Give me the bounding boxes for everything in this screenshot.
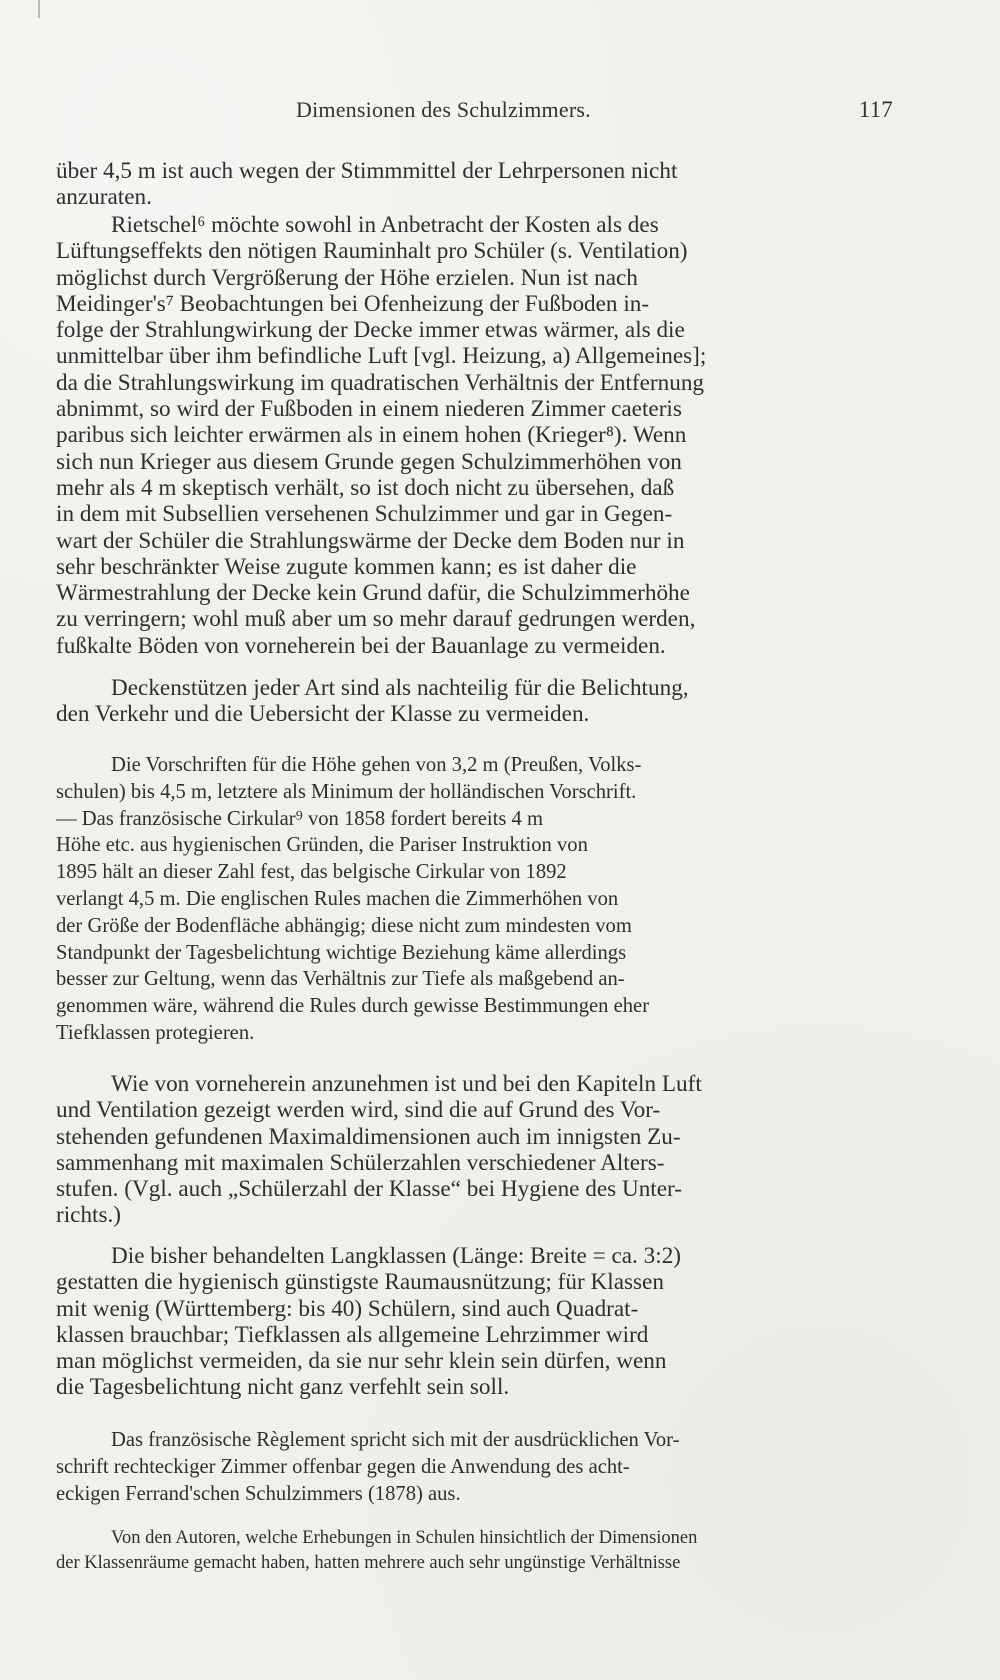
paragraph-2 <box>56 212 897 659</box>
page-margin-mark <box>38 0 40 18</box>
paragraph-8 <box>56 1526 897 1575</box>
paragraph-line: wart der Schüler die Strahlungswärme der Decke dem Boden nur in <box>56 527 685 554</box>
paragraph-line: in dem mit Subsellien versehenen Schulzimmer und gar in Gegen- <box>56 501 673 528</box>
paragraph-line: fußkalte Böden von vorneherein bei der Bauanlage zu vermeiden. <box>56 632 666 659</box>
paragraph-line: abnimmt, so wird der Fußboden in einem niederen Zimmer caeteris <box>56 396 682 423</box>
paragraph-line: Wie von vorneherein anzunehmen ist und bei den Kapiteln Luft <box>111 1071 702 1097</box>
paragraph-7 <box>56 1427 897 1507</box>
paragraph-line: sammenhang mit maximalen Schülerzahlen verschiedener Alters- <box>56 1149 665 1176</box>
page-header <box>296 97 896 127</box>
running-title: Dimensionen des Schulzimmers. <box>296 97 591 122</box>
paragraph-line: da die Strahlungswirkung im quadratischen Verhältnis der Entfernung <box>56 369 705 396</box>
paragraph-line: klassen brauchbar; Tiefklassen als allgemeine Lehrzimmer wird <box>56 1321 649 1348</box>
paragraph-line: Höhe etc. aus hygienischen Gründen, die Pariser Instruktion von <box>56 834 588 857</box>
paragraph-line: Von den Autoren, welche Erhebungen in Schulen hinsichtlich der Dimensionen <box>111 1528 698 1548</box>
paragraph-3 <box>56 675 897 728</box>
paragraph-line: Lüftungseffekts den nötigen Rauminhalt pro Schüler (s. Ventilation) <box>56 238 688 265</box>
paragraph-line: mit wenig (Württemberg: bis 40) Schülern, sind auch Quadrat- <box>56 1295 639 1322</box>
paragraph-line: mehr als 4 m skeptisch verhält, so ist doch nicht zu übersehen, daß <box>56 474 675 501</box>
paragraph-line: sich nun Krieger aus diesem Grunde gegen Schulzimmerhöhen von <box>56 448 682 475</box>
paragraph-line: 1895 hält an dieser Zahl fest, das belgische Cirkular von 1892 <box>56 861 567 884</box>
paragraph-line: schrift rechteckiger Zimmer offenbar gegen die Anwendung des acht- <box>56 1455 630 1478</box>
paragraph-line: paribus sich leichter erwärmen als in einem hohen (Krieger⁸). Wenn <box>56 422 687 449</box>
paragraph-line: stufen. (Vgl. auch „Schülerzahl der Klasse“ bei Hygiene des Unter- <box>56 1176 683 1203</box>
paragraph-line: gestatten die hygienisch günstigste Raumausnützung; für Klassen <box>56 1269 664 1296</box>
paragraph-line: Rietschel⁶ möchte sowohl in Anbetracht der Kosten als des <box>111 212 659 238</box>
paragraph-line: Standpunkt der Tagesbelichtung wichtige Beziehung käme allerdings <box>56 941 627 964</box>
paragraph-line: der Klassenräume gemacht haben, hatten mehrere auch sehr ungünstige Verhältnisse <box>56 1552 681 1573</box>
paragraph-line: möglichst durch Vergrößerung der Höhe erzielen. Nun ist nach <box>56 264 638 291</box>
paragraph-line: und Ventilation gezeigt werden wird, sind die auf Grund des Vor- <box>56 1097 661 1124</box>
paragraph-line: unmittelbar über ihm befindliche Luft [vgl. Heizung, a) Allgemeines]; <box>56 343 707 370</box>
paragraph-line: zu verringern; wohl muß aber um so mehr darauf gedrungen werden, <box>56 606 696 633</box>
page-number: 117 <box>858 97 893 122</box>
paragraph-line: Tiefklassen protegieren. <box>56 1021 255 1044</box>
paragraph-line: richts.) <box>56 1202 122 1229</box>
paragraph-line: Die bisher behandelten Langklassen (Länge: Breite = ca. 3:2) <box>111 1243 682 1269</box>
paragraph-4 <box>56 752 897 1047</box>
paragraph-line: besser zur Geltung, wenn das Verhältnis zur Tiefe als maßgebend an- <box>56 968 625 991</box>
paragraph-5 <box>56 1071 897 1229</box>
paragraph-line: Das französische Règlement spricht sich mit der ausdrücklichen Vor- <box>111 1429 680 1451</box>
paragraph-line: Deckenstützen jeder Art sind als nachteilig für die Belichtung, <box>111 675 689 701</box>
paragraph-6 <box>56 1243 897 1401</box>
paragraph-line: den Verkehr und die Uebersicht der Klasse zu vermeiden. <box>56 701 590 728</box>
paragraph-line: eckigen Ferrand'schen Schulzimmers (1878) aus. <box>56 1482 461 1505</box>
paragraph-line: stehenden gefundenen Maximaldimensionen auch im innigsten Zu- <box>56 1123 681 1150</box>
paragraph-line: schulen) bis 4,5 m, letztere als Minimum der holländischen Vorschrift. <box>56 780 637 803</box>
paragraph-line: der Größe der Bodenfläche abhängig; diese nicht zum mindesten vom <box>56 914 632 937</box>
paragraph-line: die Tagesbelichtung nicht ganz verfehlt sein soll. <box>56 1374 510 1401</box>
paragraph-line: über 4,5 m ist auch wegen der Stimmmittel der Lehrpersonen nicht <box>56 158 678 184</box>
paragraph-line: man möglichst vermeiden, da sie nur sehr klein sein dürfen, wenn <box>56 1348 667 1375</box>
paragraph-line: Die Vorschriften für die Höhe gehen von 3,2 m (Preußen, Volks- <box>111 754 642 776</box>
paragraph-line: genommen wäre, während die Rules durch gewisse Bestimmungen eher <box>56 995 650 1018</box>
paragraph-line: verlangt 4,5 m. Die englischen Rules machen die Zimmerhöhen von <box>56 887 619 910</box>
paragraph-1 <box>56 158 897 211</box>
paragraph-line: Wärmestrahlung der Decke kein Grund dafür, die Schulzimmerhöhe <box>56 580 690 607</box>
paragraph-line: Meidinger's⁷ Beobachtungen bei Ofenheizung der Fußboden in- <box>56 290 650 317</box>
paragraph-line: folge der Strahlungwirkung der Decke immer etwas wärmer, als die <box>56 317 685 344</box>
paragraph-line: anzuraten. <box>56 184 152 211</box>
paragraph-line: sehr beschränkter Weise zugute kommen kann; es ist daher die <box>56 553 637 580</box>
paragraph-line: — Das französische Cirkular⁹ von 1858 fordert bereits 4 m <box>56 807 543 830</box>
